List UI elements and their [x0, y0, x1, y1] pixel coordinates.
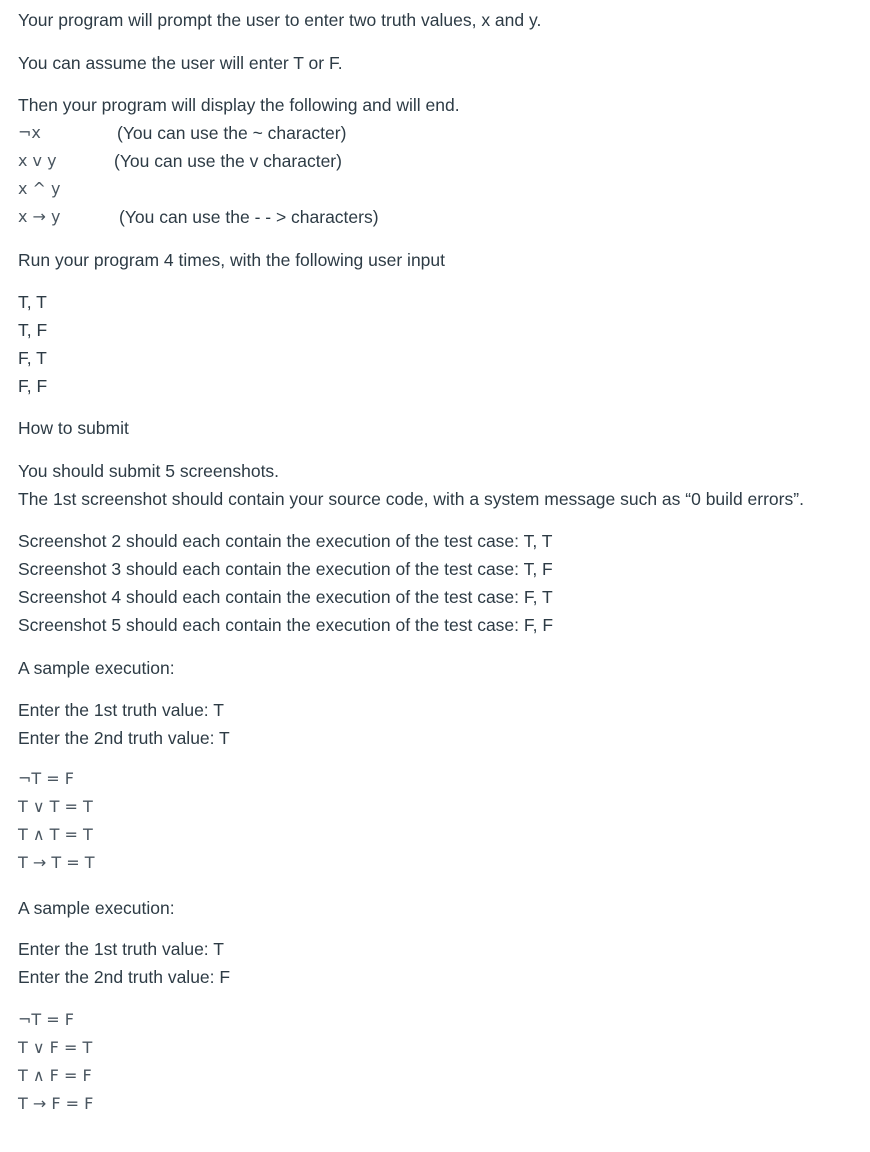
- intro-paragraph-1: Your program will prompt the user to enter two truth values, x and y.: [18, 10, 542, 30]
- sample-1-result-and: T ∧ T = T: [18, 825, 93, 844]
- sample-1-prompt-1: Enter the 1st truth value: T: [18, 700, 224, 720]
- sample-2-result-implies: T → F = F: [18, 1094, 94, 1113]
- operation-expression: ¬x: [18, 123, 41, 142]
- sample-2-prompt-1: Enter the 1st truth value: T: [18, 939, 224, 959]
- run-input-1: T, T: [18, 292, 47, 312]
- operation-note: (You can use the v character): [114, 151, 342, 171]
- run-input-4: F, F: [18, 376, 48, 396]
- run-input-3: F, T: [18, 348, 47, 368]
- submit-line-2: The 1st screenshot should contain your source code, with a system message such as “0 build errors”.: [18, 489, 804, 509]
- operation-implies: [18, 205, 618, 229]
- intro-paragraph-3: Then your program will display the following and will end.: [18, 95, 460, 115]
- sample-1-result-implies: T → T = T: [18, 853, 95, 872]
- screenshot-requirement-5: Screenshot 5 should each contain the execution of the test case: F, F: [18, 615, 554, 635]
- submit-heading: How to submit: [18, 418, 129, 438]
- operation-not: [18, 121, 618, 145]
- screenshot-requirement-3: Screenshot 3 should each contain the execution of the test case: T, F: [18, 559, 553, 579]
- screenshot-requirement-2: Screenshot 2 should each contain the execution of the test case: T, T: [18, 531, 553, 551]
- screenshot-requirement-4: Screenshot 4 should each contain the execution of the test case: F, T: [18, 587, 553, 607]
- sample-2-result-not: ¬T = F: [18, 1010, 74, 1029]
- operation-or: [18, 149, 618, 173]
- operation-and: [18, 177, 618, 201]
- intro-paragraph-2: You can assume the user will enter T or F.: [18, 53, 343, 73]
- operation-expression: x v y: [18, 151, 57, 170]
- sample-1-result-not: ¬T = F: [18, 769, 74, 788]
- operation-note: (You can use the ~ character): [117, 123, 347, 143]
- operation-expression: x ^ y: [18, 179, 61, 198]
- operation-expression: x → y: [18, 207, 61, 226]
- sample-1-result-or: T ∨ T = T: [18, 797, 93, 816]
- sample-2-heading: A sample execution:: [18, 898, 175, 918]
- submit-line-1: You should submit 5 screenshots.: [18, 461, 280, 481]
- sample-2-prompt-2: Enter the 2nd truth value: F: [18, 967, 231, 987]
- sample-2-result-or: T ∨ F = T: [18, 1038, 93, 1057]
- run-input-2: T, F: [18, 320, 48, 340]
- sample-2-result-and: T ∧ F = F: [18, 1066, 92, 1085]
- sample-1-prompt-2: Enter the 2nd truth value: T: [18, 728, 230, 748]
- sample-1-heading: A sample execution:: [18, 658, 175, 678]
- run-heading: Run your program 4 times, with the following user input: [18, 250, 446, 270]
- operation-note: (You can use the - - > characters): [119, 207, 379, 227]
